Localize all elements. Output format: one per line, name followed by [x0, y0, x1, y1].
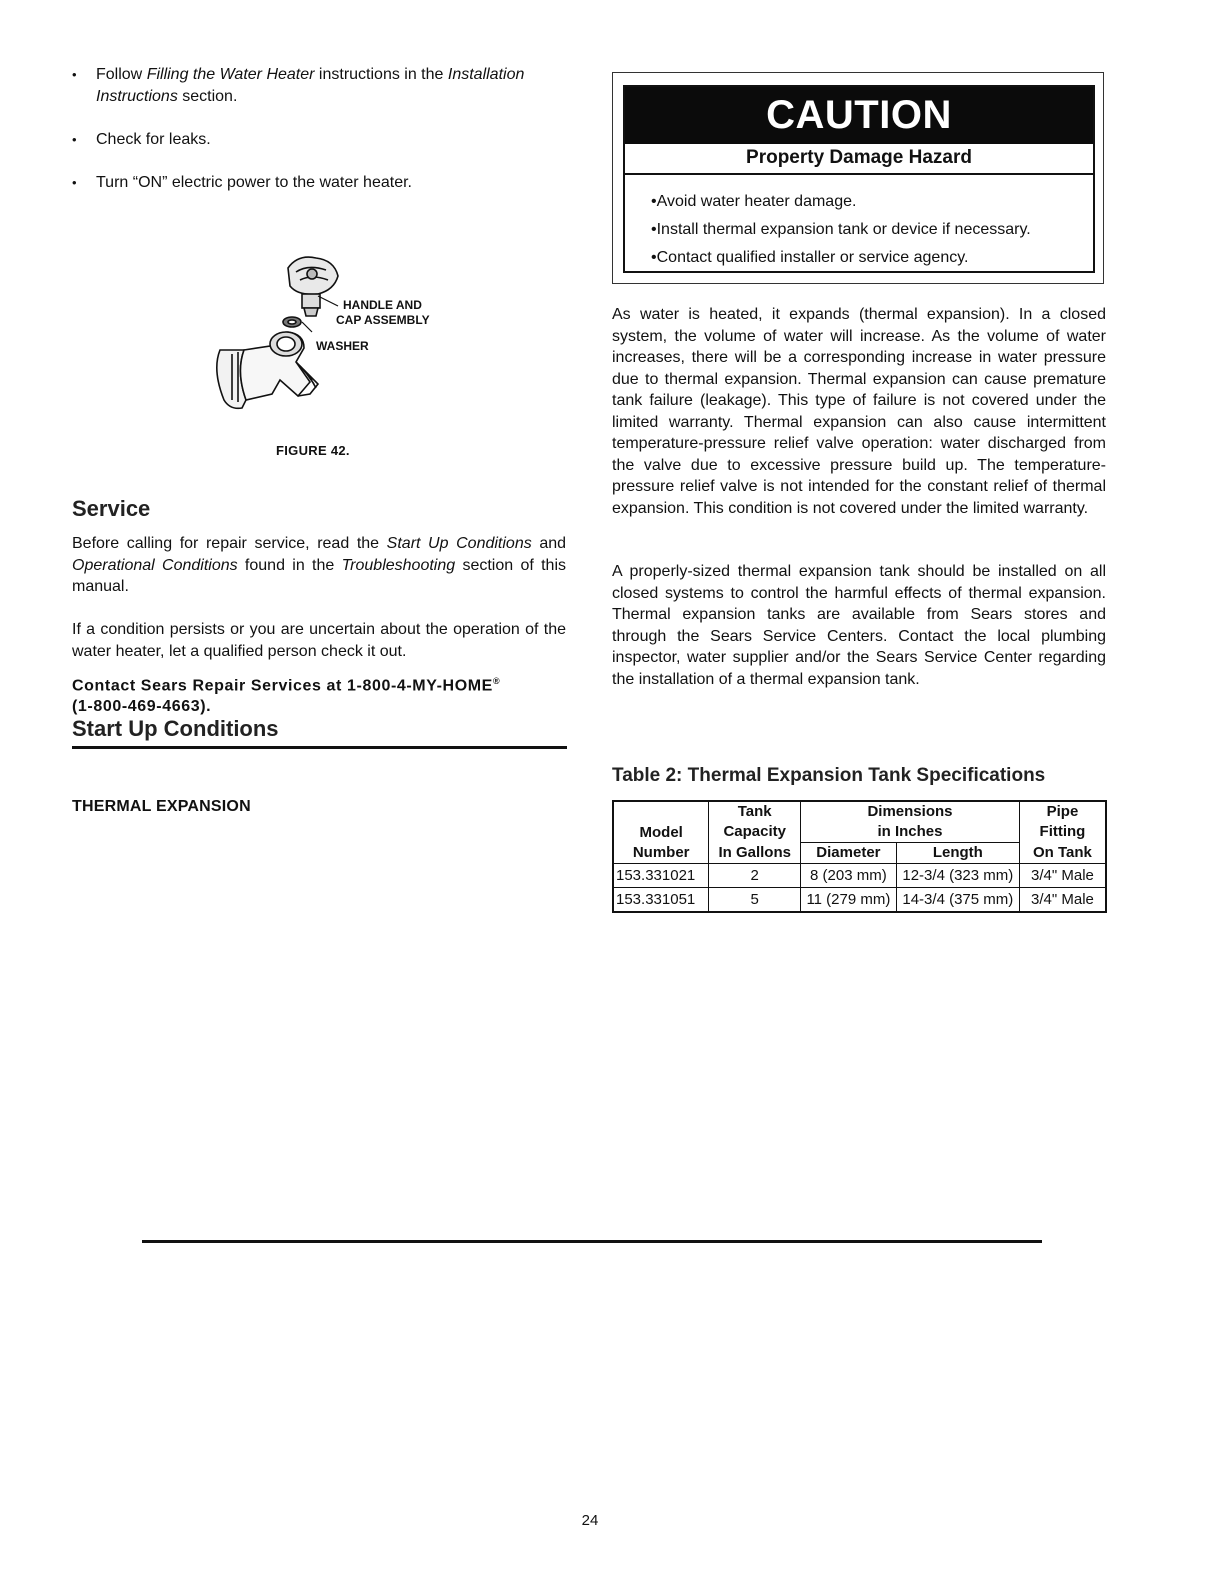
caution-banner: CAUTION	[625, 87, 1093, 144]
valve-figure	[200, 250, 470, 430]
cell-model: 153.331021	[613, 864, 709, 888]
header-pipe: Pipe Fitting	[1019, 801, 1106, 843]
list-item: • Avoid water heater damage.	[651, 188, 1093, 216]
cell-diameter: 8 (203 mm)	[801, 864, 897, 888]
cell-capacity: 2	[709, 864, 801, 888]
thermal-expansion-subheading: THERMAL EXPANSION	[72, 798, 251, 815]
header-model: Model	[613, 801, 709, 843]
list-item: • Follow Filling the Water Heater instructions in the Installation Instructions section.	[72, 64, 568, 108]
list-item: • Turn “ON” electric power to the water heater.	[72, 172, 568, 194]
service-paragraph-2: If a condition persists or you are uncertain about the operation of the water heater, let a qualified person check it out.	[72, 621, 566, 660]
table-title: Table 2: Thermal Expansion Tank Specifications	[612, 765, 1046, 786]
header-diameter: Diameter	[801, 843, 897, 864]
figure-caption: FIGURE 42.	[276, 443, 350, 458]
washer-label: WASHER	[316, 339, 369, 353]
list-item: • Contact qualified installer or service agency.	[651, 244, 1093, 272]
thermal-paragraph-1: As water is heated, it expands (thermal expansion). In a closed system, the volume of water will increase. As the volume of water increases, there will be a corresponding increase in water pressure due to thermal expansion. Thermal expansion can cause premature tank failure (leakage). This type of failure is not covered under the limited warranty. Thermal expansion can also cause intermittent temperature-pressure relief valve operation: water discharged from the valve due to excessive pressure build up. The temperature-pressure relief valve is not intended for the constant relief of thermal expansion. This condition is not covered under the limited warranty.	[612, 306, 1106, 517]
table-header-row	[613, 843, 1106, 864]
handle-label-line2: CAP ASSEMBLY	[336, 313, 430, 327]
list-item: • Install thermal expansion tank or device if necessary.	[651, 216, 1093, 244]
footer-rule	[142, 1240, 1042, 1243]
header-capacity: Tank Capacity	[709, 801, 801, 843]
header-dimensions: Dimensions in Inches	[801, 801, 1020, 843]
instruction-list	[72, 64, 568, 194]
header-model-number: Number	[613, 843, 709, 864]
table-row	[613, 864, 1106, 888]
cell-length: 14-3/4 (375 mm)	[896, 888, 1019, 913]
header-length: Length	[896, 843, 1019, 864]
service-heading: Service	[72, 496, 151, 521]
cell-fitting: 3/4" Male	[1019, 888, 1106, 913]
caution-subtitle: Property Damage Hazard	[625, 144, 1093, 175]
caution-list	[625, 175, 1093, 272]
cell-length: 12-3/4 (323 mm)	[896, 864, 1019, 888]
thermal-paragraph-2: A properly-sized thermal expansion tank should be installed on all closed systems to control the harmful effects of thermal expansion. Thermal expansion tanks are available from Sears stores and through the Sears Service Centers. Contact the local plumbing inspector, water supplier and/or the Sears Service Center regarding the installation of a thermal expansion tank.	[612, 563, 1106, 688]
service-contact: Contact Sears Repair Services at 1-800-4-MY-HOME® (1-800-469-4663).	[72, 676, 501, 716]
caution-box	[612, 72, 1104, 284]
table-row	[613, 888, 1106, 913]
header-on-tank: On Tank	[1019, 843, 1106, 864]
cell-diameter: 11 (279 mm)	[801, 888, 897, 913]
spec-table	[612, 800, 1107, 913]
handle-label-line1: HANDLE AND	[343, 298, 422, 312]
cell-model: 153.331051	[613, 888, 709, 913]
header-in-gallons: In Gallons	[709, 843, 801, 864]
left-column	[72, 64, 568, 215]
service-paragraph-1: Before calling for repair service, read the Start Up Conditions and Operational Conditions found in the Troubleshooting section of this manual.	[72, 535, 567, 595]
page-number: 24	[581, 1512, 599, 1529]
cell-fitting: 3/4" Male	[1019, 864, 1106, 888]
cell-capacity: 5	[709, 888, 801, 913]
list-item: • Check for leaks.	[72, 129, 568, 151]
caution-inner-frame	[623, 85, 1095, 273]
startup-heading: Start Up Conditions	[72, 716, 567, 749]
